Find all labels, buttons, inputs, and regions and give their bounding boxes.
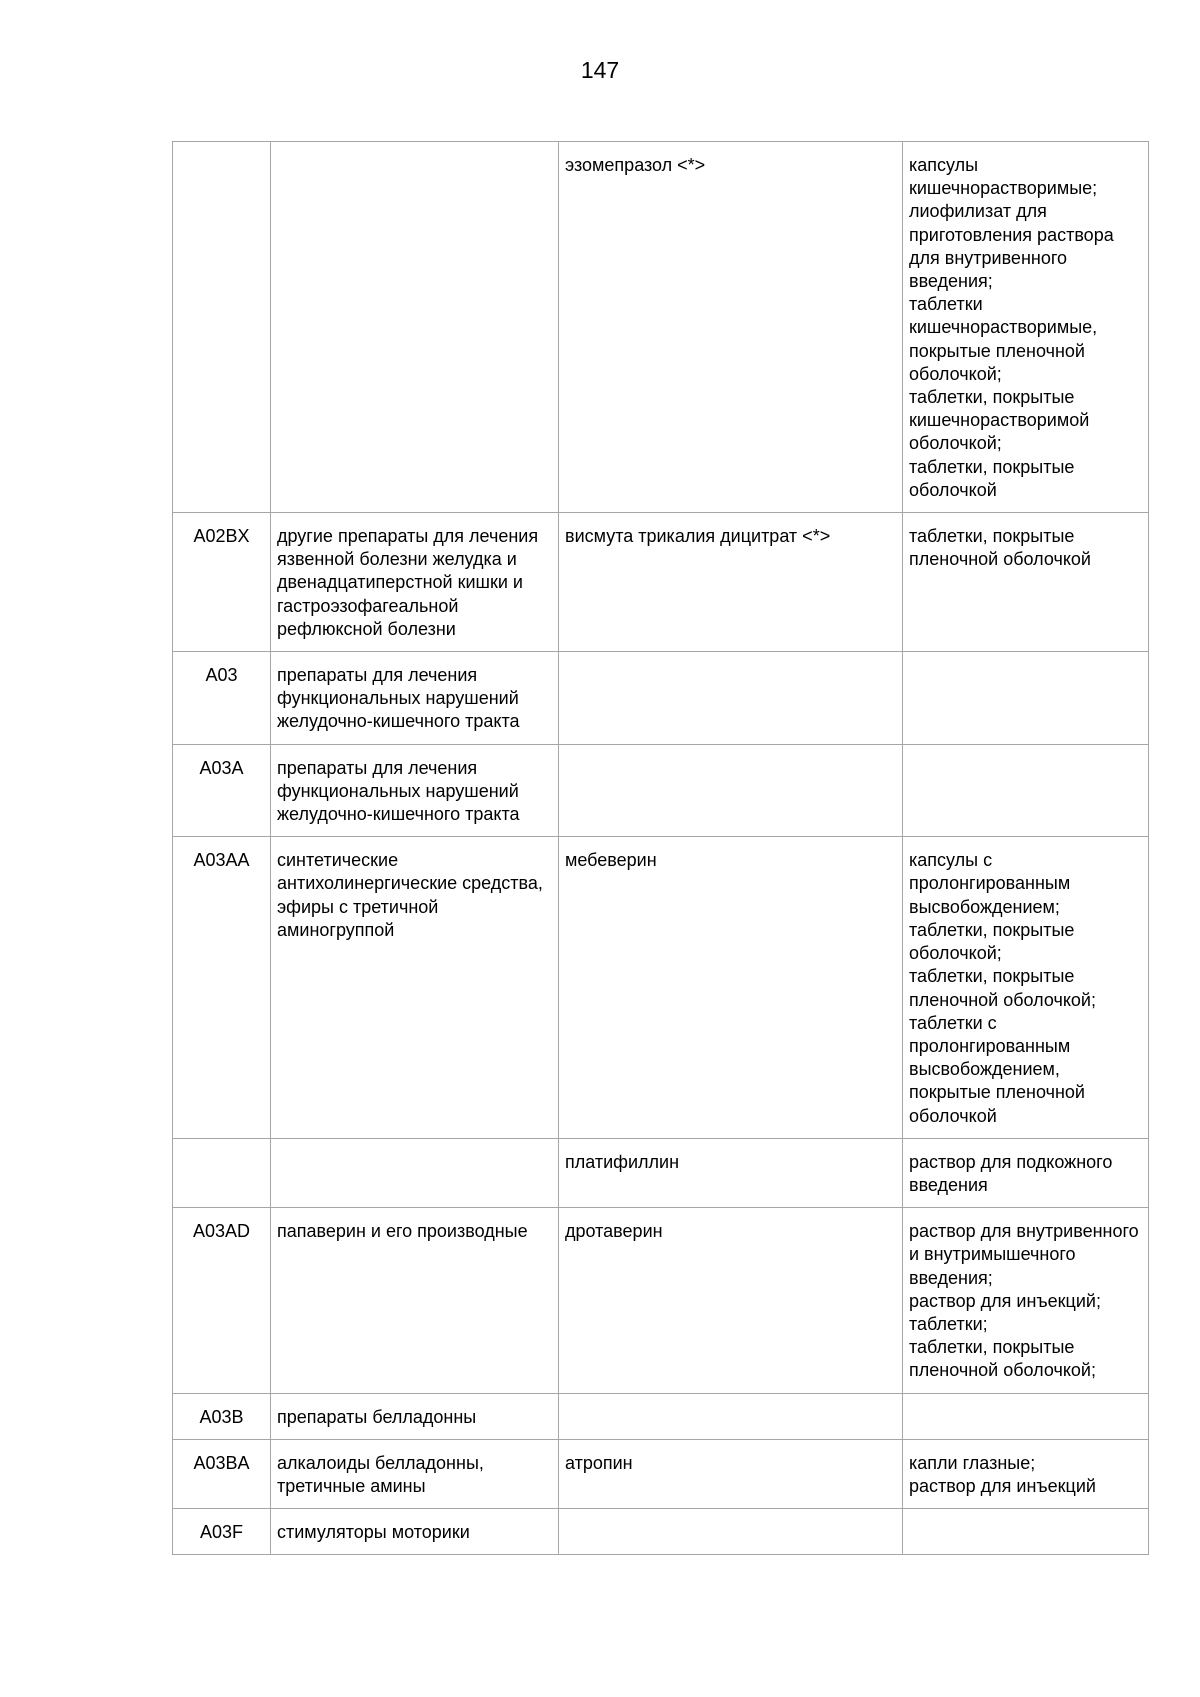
dosage-form-item: таблетки, покрытые пленочной оболочкой; xyxy=(909,966,1096,1010)
drug-name-cell xyxy=(559,652,903,745)
table-row xyxy=(173,652,1149,745)
table-row xyxy=(173,1393,1149,1439)
atc-code-cell: A03BA xyxy=(173,1439,271,1508)
atc-group-cell xyxy=(271,142,559,513)
dosage-form-item: капсулы с пролонгированным высвобождением; xyxy=(909,850,1071,917)
atc-code-cell xyxy=(173,1138,271,1207)
table-row xyxy=(173,1439,1149,1508)
atc-group-cell: папаверин и его производные xyxy=(271,1208,559,1393)
dosage-form-item: таблетки, покрытые кишечнорастворимой оболочкой; xyxy=(909,387,1090,454)
drug-list-table xyxy=(172,141,1149,1555)
table-row xyxy=(173,744,1149,837)
dosage-form-cell xyxy=(903,1208,1149,1393)
atc-code-cell: A03AD xyxy=(173,1208,271,1393)
dosage-form-cell xyxy=(903,513,1149,652)
drug-name-cell xyxy=(559,1509,903,1555)
drug-name-cell xyxy=(559,1393,903,1439)
page-number: 147 xyxy=(580,57,620,83)
dosage-form-cell xyxy=(903,1393,1149,1439)
dosage-form-item: таблетки, покрытые пленочной оболочкой xyxy=(909,526,1091,570)
table-row xyxy=(173,1208,1149,1393)
atc-code-cell: A03B xyxy=(173,1393,271,1439)
atc-group-cell: препараты белладонны xyxy=(271,1393,559,1439)
atc-code-cell: A03F xyxy=(173,1509,271,1555)
dosage-form-cell xyxy=(903,1138,1149,1207)
atc-group-cell xyxy=(271,1138,559,1207)
dosage-form-cell xyxy=(903,652,1149,745)
dosage-form-item: таблетки; xyxy=(909,1313,988,1334)
table-row xyxy=(173,513,1149,652)
atc-group-cell: препараты для лечения функциональных нарушений желудочно-кишечного тракта xyxy=(271,744,559,837)
atc-group-cell: алкалоиды белладонны, третичные амины xyxy=(271,1439,559,1508)
dosage-form-item: лиофилизат для приготовления раствора для внутривенного введения; xyxy=(909,201,1114,292)
dosage-form-cell xyxy=(903,142,1149,513)
drug-name-cell: мебеверин xyxy=(559,837,903,1138)
atc-code-cell xyxy=(173,142,271,513)
table-body xyxy=(173,142,1149,1555)
dosage-form-item: раствор для инъекций xyxy=(909,1475,1096,1496)
table-row xyxy=(173,142,1149,513)
dosage-form-cell xyxy=(903,837,1149,1138)
atc-group-cell: стимуляторы моторики xyxy=(271,1509,559,1555)
drug-name-cell xyxy=(559,744,903,837)
dosage-form-item: капли глазные; xyxy=(909,1452,1036,1473)
dosage-form-item: таблетки, покрытые оболочкой xyxy=(909,456,1075,500)
drug-name-cell: эзомепразол <*> xyxy=(559,142,903,513)
table-row xyxy=(173,1138,1149,1207)
atc-code-cell: A03A xyxy=(173,744,271,837)
dosage-form-cell xyxy=(903,744,1149,837)
drug-name-cell: дротаверин xyxy=(559,1208,903,1393)
dosage-form-item: таблетки кишечнорастворимые, покрытые пленочной оболочкой; xyxy=(909,294,1098,384)
dosage-form-item: таблетки, покрытые пленочной оболочкой; xyxy=(909,1337,1096,1381)
dosage-form-item: капсулы кишечнорастворимые; xyxy=(909,155,1098,199)
drug-name-cell: платифиллин xyxy=(559,1138,903,1207)
drug-name-cell: атропин xyxy=(559,1439,903,1508)
dosage-form-cell xyxy=(903,1439,1149,1508)
dosage-form-item: раствор для внутривенного и внутримышечного введения; xyxy=(909,1221,1139,1288)
atc-group-cell: синтетические антихолинергические средства, эфиры с третичной аминогруппой xyxy=(271,837,559,1138)
table-row xyxy=(173,837,1149,1138)
dosage-form-item: таблетки, покрытые оболочкой; xyxy=(909,919,1075,964)
dosage-form-item: таблетки с пролонгированным высвобождением, покрытые пленочной оболочкой xyxy=(909,1012,1085,1126)
atc-group-cell: другие препараты для лечения язвенной болезни желудка и двенадцатиперстной кишки и гастроэзофагеальной рефлюксной болезни xyxy=(271,513,559,652)
atc-code-cell: A03AA xyxy=(173,837,271,1138)
atc-group-cell: препараты для лечения функциональных нарушений желудочно-кишечного тракта xyxy=(271,652,559,745)
dosage-form-item: раствор для инъекций; xyxy=(909,1290,1101,1311)
dosage-form-item: раствор для подкожного введения xyxy=(909,1151,1113,1195)
atc-code-cell: A03 xyxy=(173,652,271,745)
drug-name-cell: висмута трикалия дицитрат <*> xyxy=(559,513,903,652)
dosage-form-cell xyxy=(903,1509,1149,1555)
table-row xyxy=(173,1509,1149,1555)
atc-code-cell: A02BX xyxy=(173,513,271,652)
